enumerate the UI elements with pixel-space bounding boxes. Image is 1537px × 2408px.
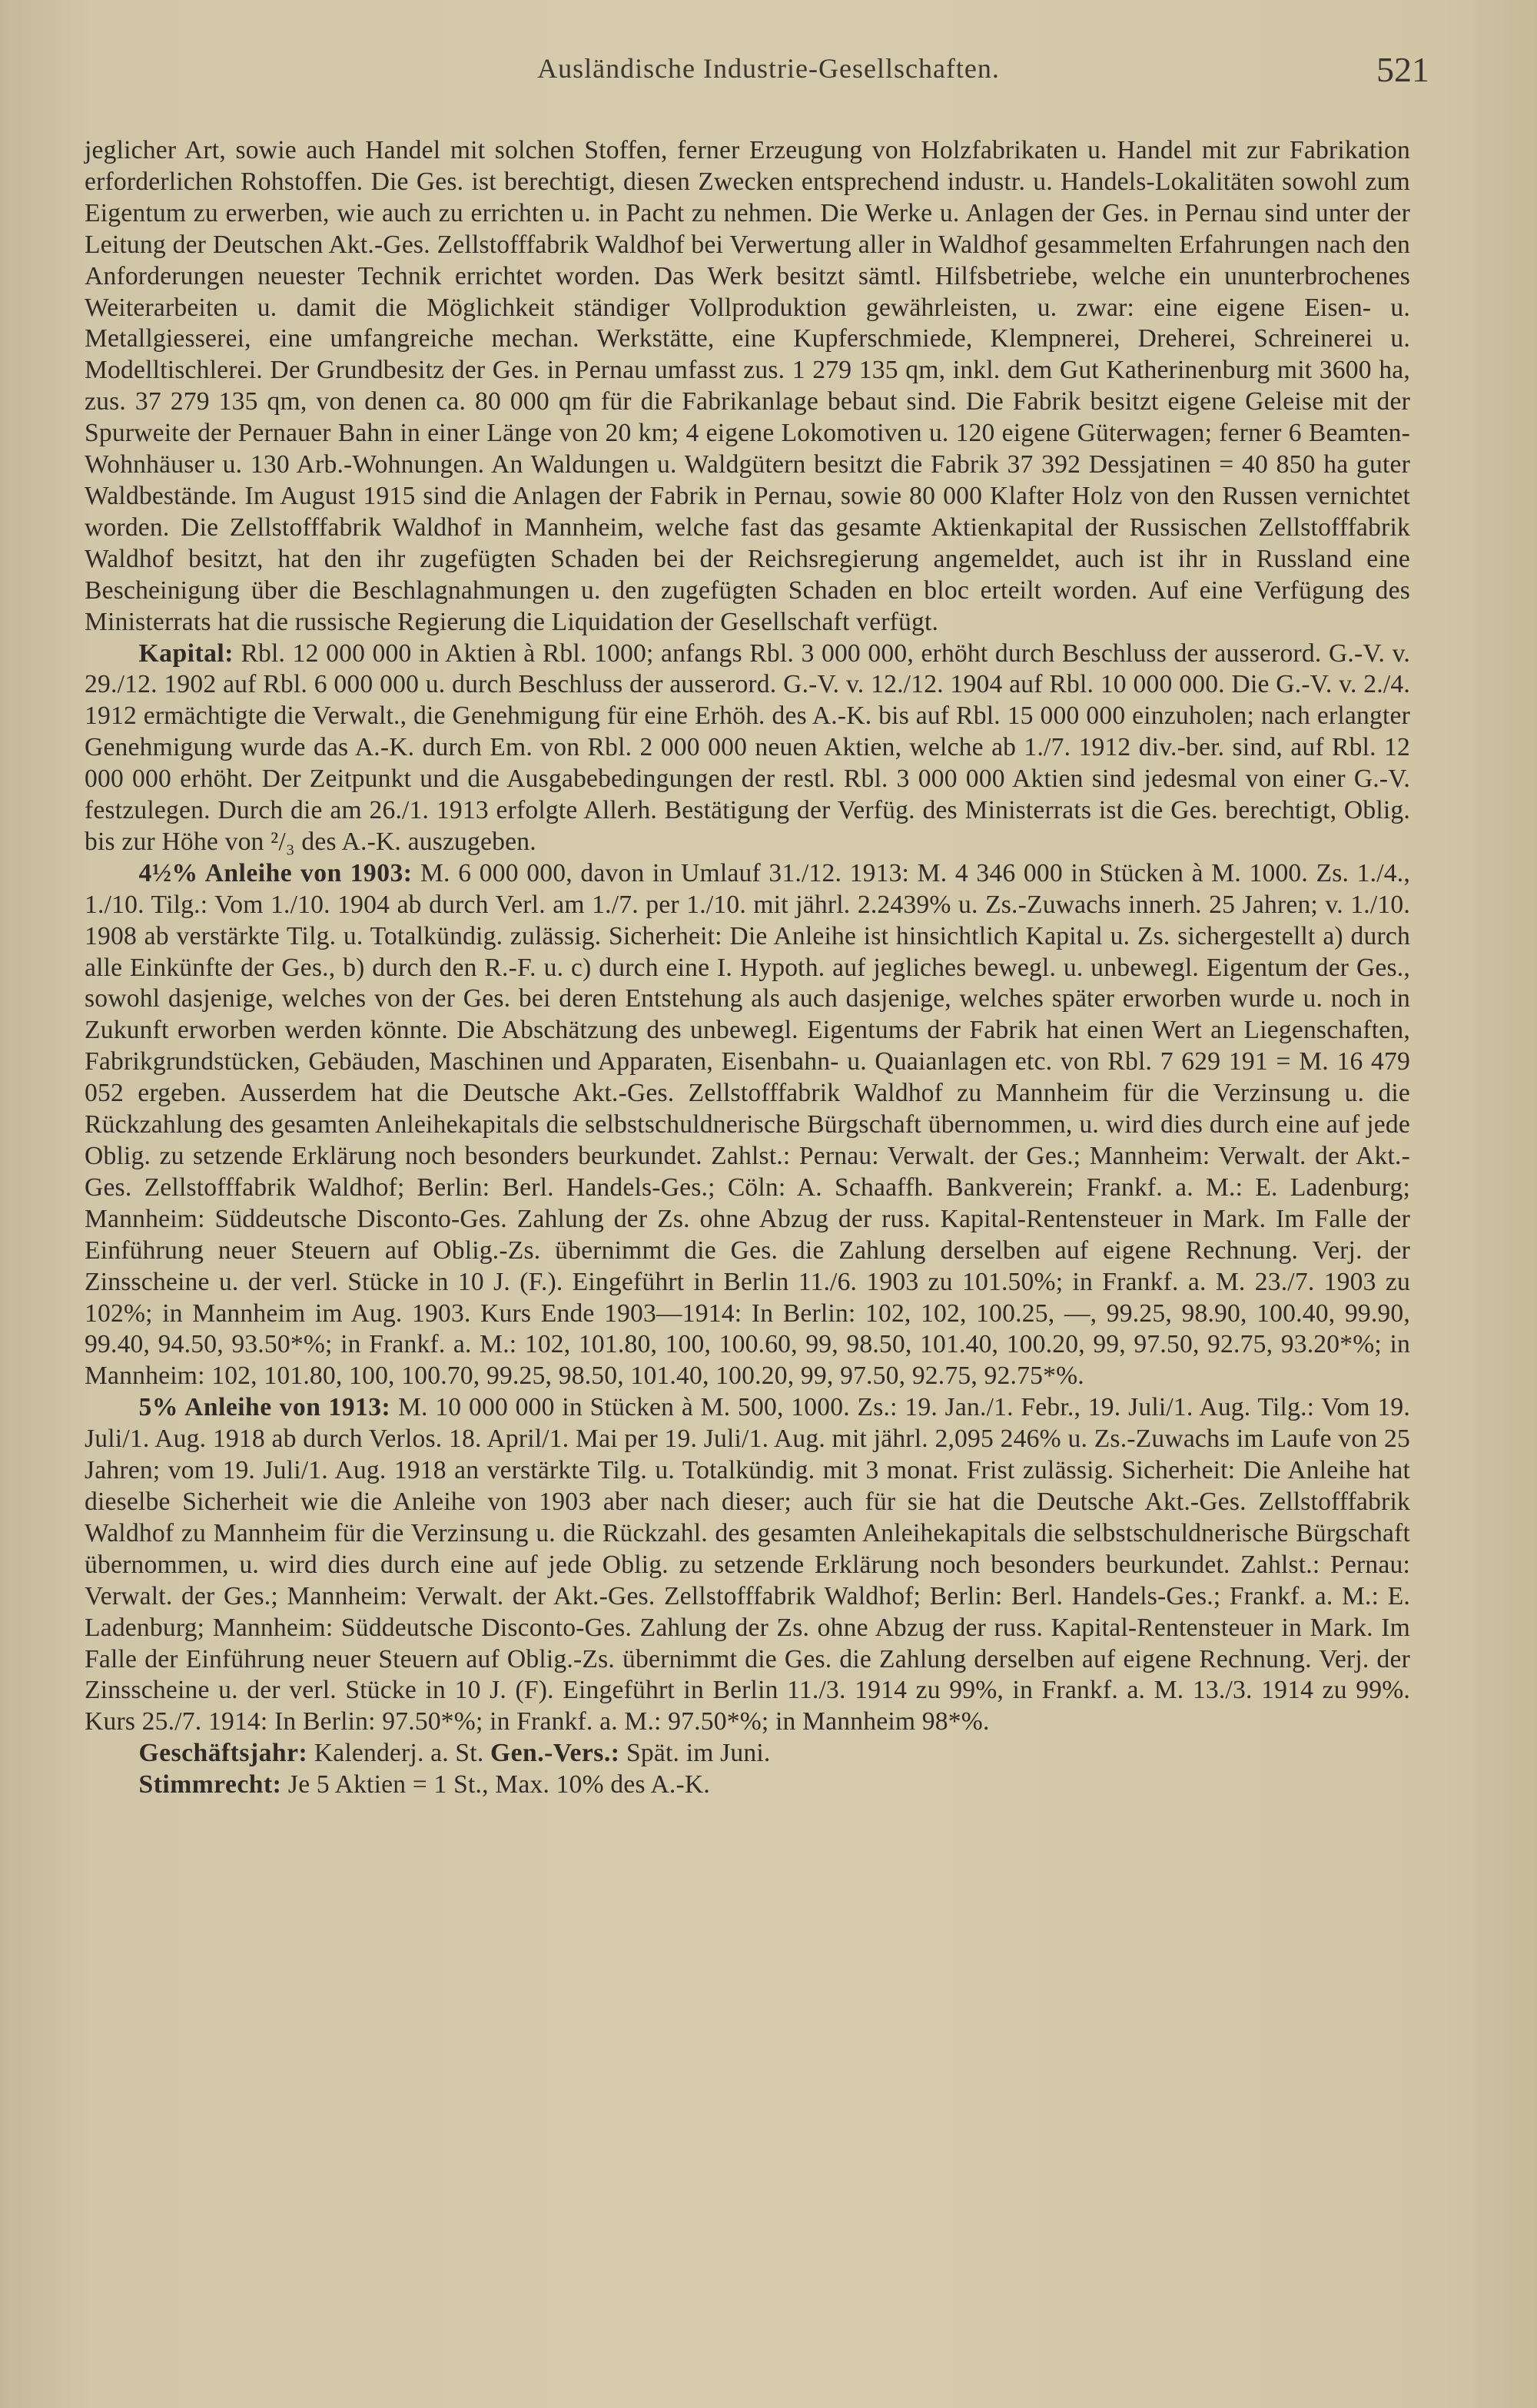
running-title: Ausländische Industrie-Gesellschaften.: [537, 53, 1000, 84]
voting-rights-text: Je 5 Aktien = 1 St., Max. 10% des A.-K.: [281, 1770, 710, 1799]
capital-paragraph: [85, 638, 1410, 858]
fiscal-year-paragraph: [85, 1738, 1410, 1770]
page-body: [85, 135, 1410, 1801]
voting-rights-paragraph: [85, 1770, 1410, 1801]
capital-text: Rbl. 12 000 000 in Aktien à Rbl. 1000; anfangs Rbl. 3 000 000, erhöht durch Beschluss der ausserord. G.-V. v. 29./12. 1902 auf Rbl. 6 000 000 u. durch Beschluss der ausserord. G.-V. v. 12./12. 1904 auf Rbl. 10 000 000. Die G.-V. v. 2./4. 1912 ermächtigte die Verwalt., die Genehmigung für eine Erhöh. des A.-K. bis auf Rbl. 15 000 000 einzuholen; nach erlangter Genehmigung wurde das A.-K. durch Em. von Rbl. 2 000 000 neuen Aktien, welche ab 1./7. 1912 div.-ber. sind, auf Rbl. 12 000 000 erhöht. Der Zeitpunkt und die Ausgabebedingungen der restl. Rbl. 3 000 000 Aktien sind jedesmal von einer G.-V. festzulegen. Durch die am 26./1. 1913 erfolgte Allerh. Bestätigung der Verfüg. des Ministerrats ist die Ges. berechtigt, Oblig. bis zur Höhe von ²/₃ des A.-K. auszugeben.: [85, 638, 1410, 856]
fiscal-year-label: Geschäftsjahr:: [138, 1739, 308, 1768]
general-meeting-text: Spät. im Juni.: [619, 1739, 771, 1768]
loan-1903-label: 4½% Anleihe von 1903:: [138, 858, 413, 887]
loan-1903-text: M. 6 000 000, davon in Umlauf 31./12. 1913: M. 4 346 000 in Stücken à M. 1000. Zs. 1./4., 1./10. Tilg.: Vom 1./10. 1904 ab durch Verl. am 1./7. per 1./10. mit jährl. 2.2439% u. Zs.-Zuwachs innerh. 25 Jahren; v. 1./10. 1908 ab verstärkte Tilg. u. Totalkündig. zulässig. Sicherheit: Die Anleihe ist hinsichtlich Kapital u. Zs. sichergestellt a) durch alle Einkünfte der Ges., b) durch den R.-F. u. c) durch eine I. Hypoth. auf jegliches bewegl. u. unbewegl. Eigentum der Ges., sowohl dasjenige, welches von der Ges. bei deren Entstehung als auch dasjenige, welches später erworben wurde u. noch in Zukunft erworben werden könnte. Die Abschätzung des unbewegl. Eigentums der Fabrik hat einen Wert an Liegenschaften, Fabrikgrundstücken, Gebäuden, Maschinen und Apparaten, Eisenbahn- u. Quaianlagen etc. von Rbl. 7 629 191 = M. 16 479 052 ergeben. Ausserdem hat die Deutsche Akt.-Ges. Zellstofffabrik Waldhof zu Mannheim für die Verzinsung u. die Rückzahlung des gesamten Anleihekapitals die selbstschuldnerische Bürgschaft übernommen, u. wird dies durch eine auf jede Oblig. zu setzende Erklärung noch besonders beurkundet. Zahlst.: Pernau: Verwalt. der Ges.; Mannheim: Verwalt. der Akt.-Ges. Zellstofffabrik Waldhof; Berlin: Berl. Handels-Ges.; Cöln: A. Schaaffh. Bankverein; Frankf. a. M.: E. Ladenburg; Mannheim: Süddeutsche Disconto-Ges. Zahlung der Zs. ohne Abzug der russ. Kapital-Rentensteuer in Mark. Im Falle der Einführung neuer Steuern auf Oblig.-Zs. übernimmt die Ges. die Zahlung derselben auf eigene Rechnung. Verj. der Zinsscheine u. der verl. Stücke in 10 J. (F.). Eingeführt in Berlin 11./6. 1903 zu 101.50%; in Frankf. a. M. 23./7. 1903 zu 102%; in Mannheim im Aug. 1903. Kurs Ende 1903—1914: In Berlin: 102, 102, 100.25, —, 99.25, 98.90, 100.40, 99.90, 99.40, 94.50, 93.50*%; in Frankf. a. M.: 102, 101.80, 100, 100.60, 99, 98.50, 101.40, 100.20, 99, 97.50, 92.75, 93.20*%; in Mannheim: 102, 101.80, 100, 100.70, 99.25, 98.50, 101.40, 100.20, 99, 97.50, 92.75, 92.75*%.: [85, 858, 1410, 1391]
capital-label: Kapital:: [138, 638, 234, 668]
voting-rights-label: Stimmrecht:: [138, 1770, 282, 1799]
general-meeting-label: Gen.-Vers.:: [490, 1739, 620, 1768]
page-number: 521: [1376, 50, 1429, 89]
loan-1903-paragraph: [85, 858, 1410, 1392]
loan-1913-text: M. 10 000 000 in Stücken à M. 500, 1000. Zs.: 19. Jan./1. Febr., 19. Juli/1. Aug. Tilg.: Vom 19. Juli/1. Aug. 1918 ab durch Verlos. 18. April/1. Mai per 19. Juli/1. Aug. mit jährl. 2,095 246% u. Zs.-Zuwachs im Laufe von 25 Jahren; vom 19. Juli/1. Aug. 1918 an verstärkte Tilg. u. Totalkündig. mit 3 monat. Frist zulässig. Sicherheit: Die Anleihe hat dieselbe Sicherheit wie die Anleihe von 1903 aber nach dieser; auch für sie hat die Deutsche Akt.-Ges. Zellstofffabrik Waldhof zu Mannheim für die Verzinsung u. die Rückzahl. des gesamten Anleihekapitals die selbstschuldnerische Bürgschaft übernommen, u. wird dies durch eine auf jede Oblig. zu setzende Erklärung noch besonders beurkundet. Zahlst.: Pernau: Verwalt. der Ges.; Mannheim: Verwalt. der Akt.-Ges. Zellstofffabrik Waldhof; Berlin: Berl. Handels-Ges.; Frankf. a. M.: E. Ladenburg; Mannheim: Süddeutsche Disconto-Ges. Zahlung der Zs. ohne Abzug der russ. Kapital-Rentensteuer in Mark. Im Falle der Einführung neuer Steuern auf Oblig.-Zs. übernimmt die Ges. die Zahlung derselben auf eigene Rechnung. Verj. der Zinsscheine u. der verl. Stücke in 10 J. (F). Eingeführt in Berlin 11./3. 1914 zu 99%, in Frankf. a. M. 13./3. 1914 zu 99%. Kurs 25./7. 1914: In Berlin: 97.50*%; in Frankf. a. M.: 97.50*%; in Mannheim 98*%.: [85, 1393, 1411, 1736]
page-header: [108, 52, 1429, 98]
fiscal-year-text: Kalenderj. a. St.: [307, 1739, 491, 1768]
loan-1913-label: 5% Anleihe von 1913:: [138, 1393, 391, 1422]
loan-1913-paragraph: [85, 1392, 1410, 1738]
company-description-paragraph: [85, 135, 1410, 638]
company-description-text: jeglicher Art, sowie auch Handel mit solchen Stoffen, ferner Erzeugung von Holzfabrikaten u. Handel mit zur Fabrikation erforderlichen Rohstoffen. Die Ges. ist berechtigt, diesen Zwecken entsprechend industr. u. Handels-Lokalitäten sowohl zum Eigentum zu erwerben, wie auch zu errichten u. in Pacht zu nehmen. Die Werke u. Anlagen der Ges. in Pernau sind unter der Leitung der Deutschen Akt.-Ges. Zellstofffabrik Waldhof bei Verwertung aller in Waldhof gesammelten Erfahrungen nach den Anforderungen neuester Technik errichtet worden. Das Werk besitzt sämtl. Hilfsbetriebe, welche ein ununterbrochenes Weiterarbeiten u. damit die Möglichkeit ständiger Vollproduktion gewährleisten, u. zwar: eine eigene Eisen- u. Metallgiesserei, eine umfangreiche mechan. Werkstätte, eine Kupferschmiede, Klempnerei, Dreherei, Schreinerei u. Modelltischlerei. Der Grundbesitz der Ges. in Pernau umfasst zus. 1 279 135 qm, inkl. dem Gut Katherinenburg mit 3600 ha, zus. 37 279 135 qm, von denen ca. 80 000 qm für die Fabrikanlage bebaut sind. Die Fabrik besitzt eigene Geleise mit der Spurweite der Pernauer Bahn in einer Länge von 20 km; 4 eigene Lokomotiven u. 120 eigene Güterwagen; ferner 6 Beamten-Wohnhäuser u. 130 Arb.-Wohnungen. An Waldungen u. Waldgütern besitzt die Fabrik 37 392 Dessjatinen = 40 850 ha guter Waldbestände. Im August 1915 sind die Anlagen der Fabrik in Pernau, sowie 80 000 Klafter Holz von den Russen vernichtet worden. Die Zellstofffabrik Waldhof in Mannheim, welche fast das gesamte Aktienkapital der Russischen Zellstofffabrik Waldhof besitzt, hat den ihr zugefügten Schaden bei der Reichsregierung angemeldet, auch ist ihr in Russland eine Bescheinigung über die Beschlagnahmungen u. den zugefügten Schaden en bloc erteilt worden. Auf eine Verfügung des Ministerrats hat die russische Regierung die Liquidation der Gesellschaft verfügt.: [85, 136, 1410, 636]
